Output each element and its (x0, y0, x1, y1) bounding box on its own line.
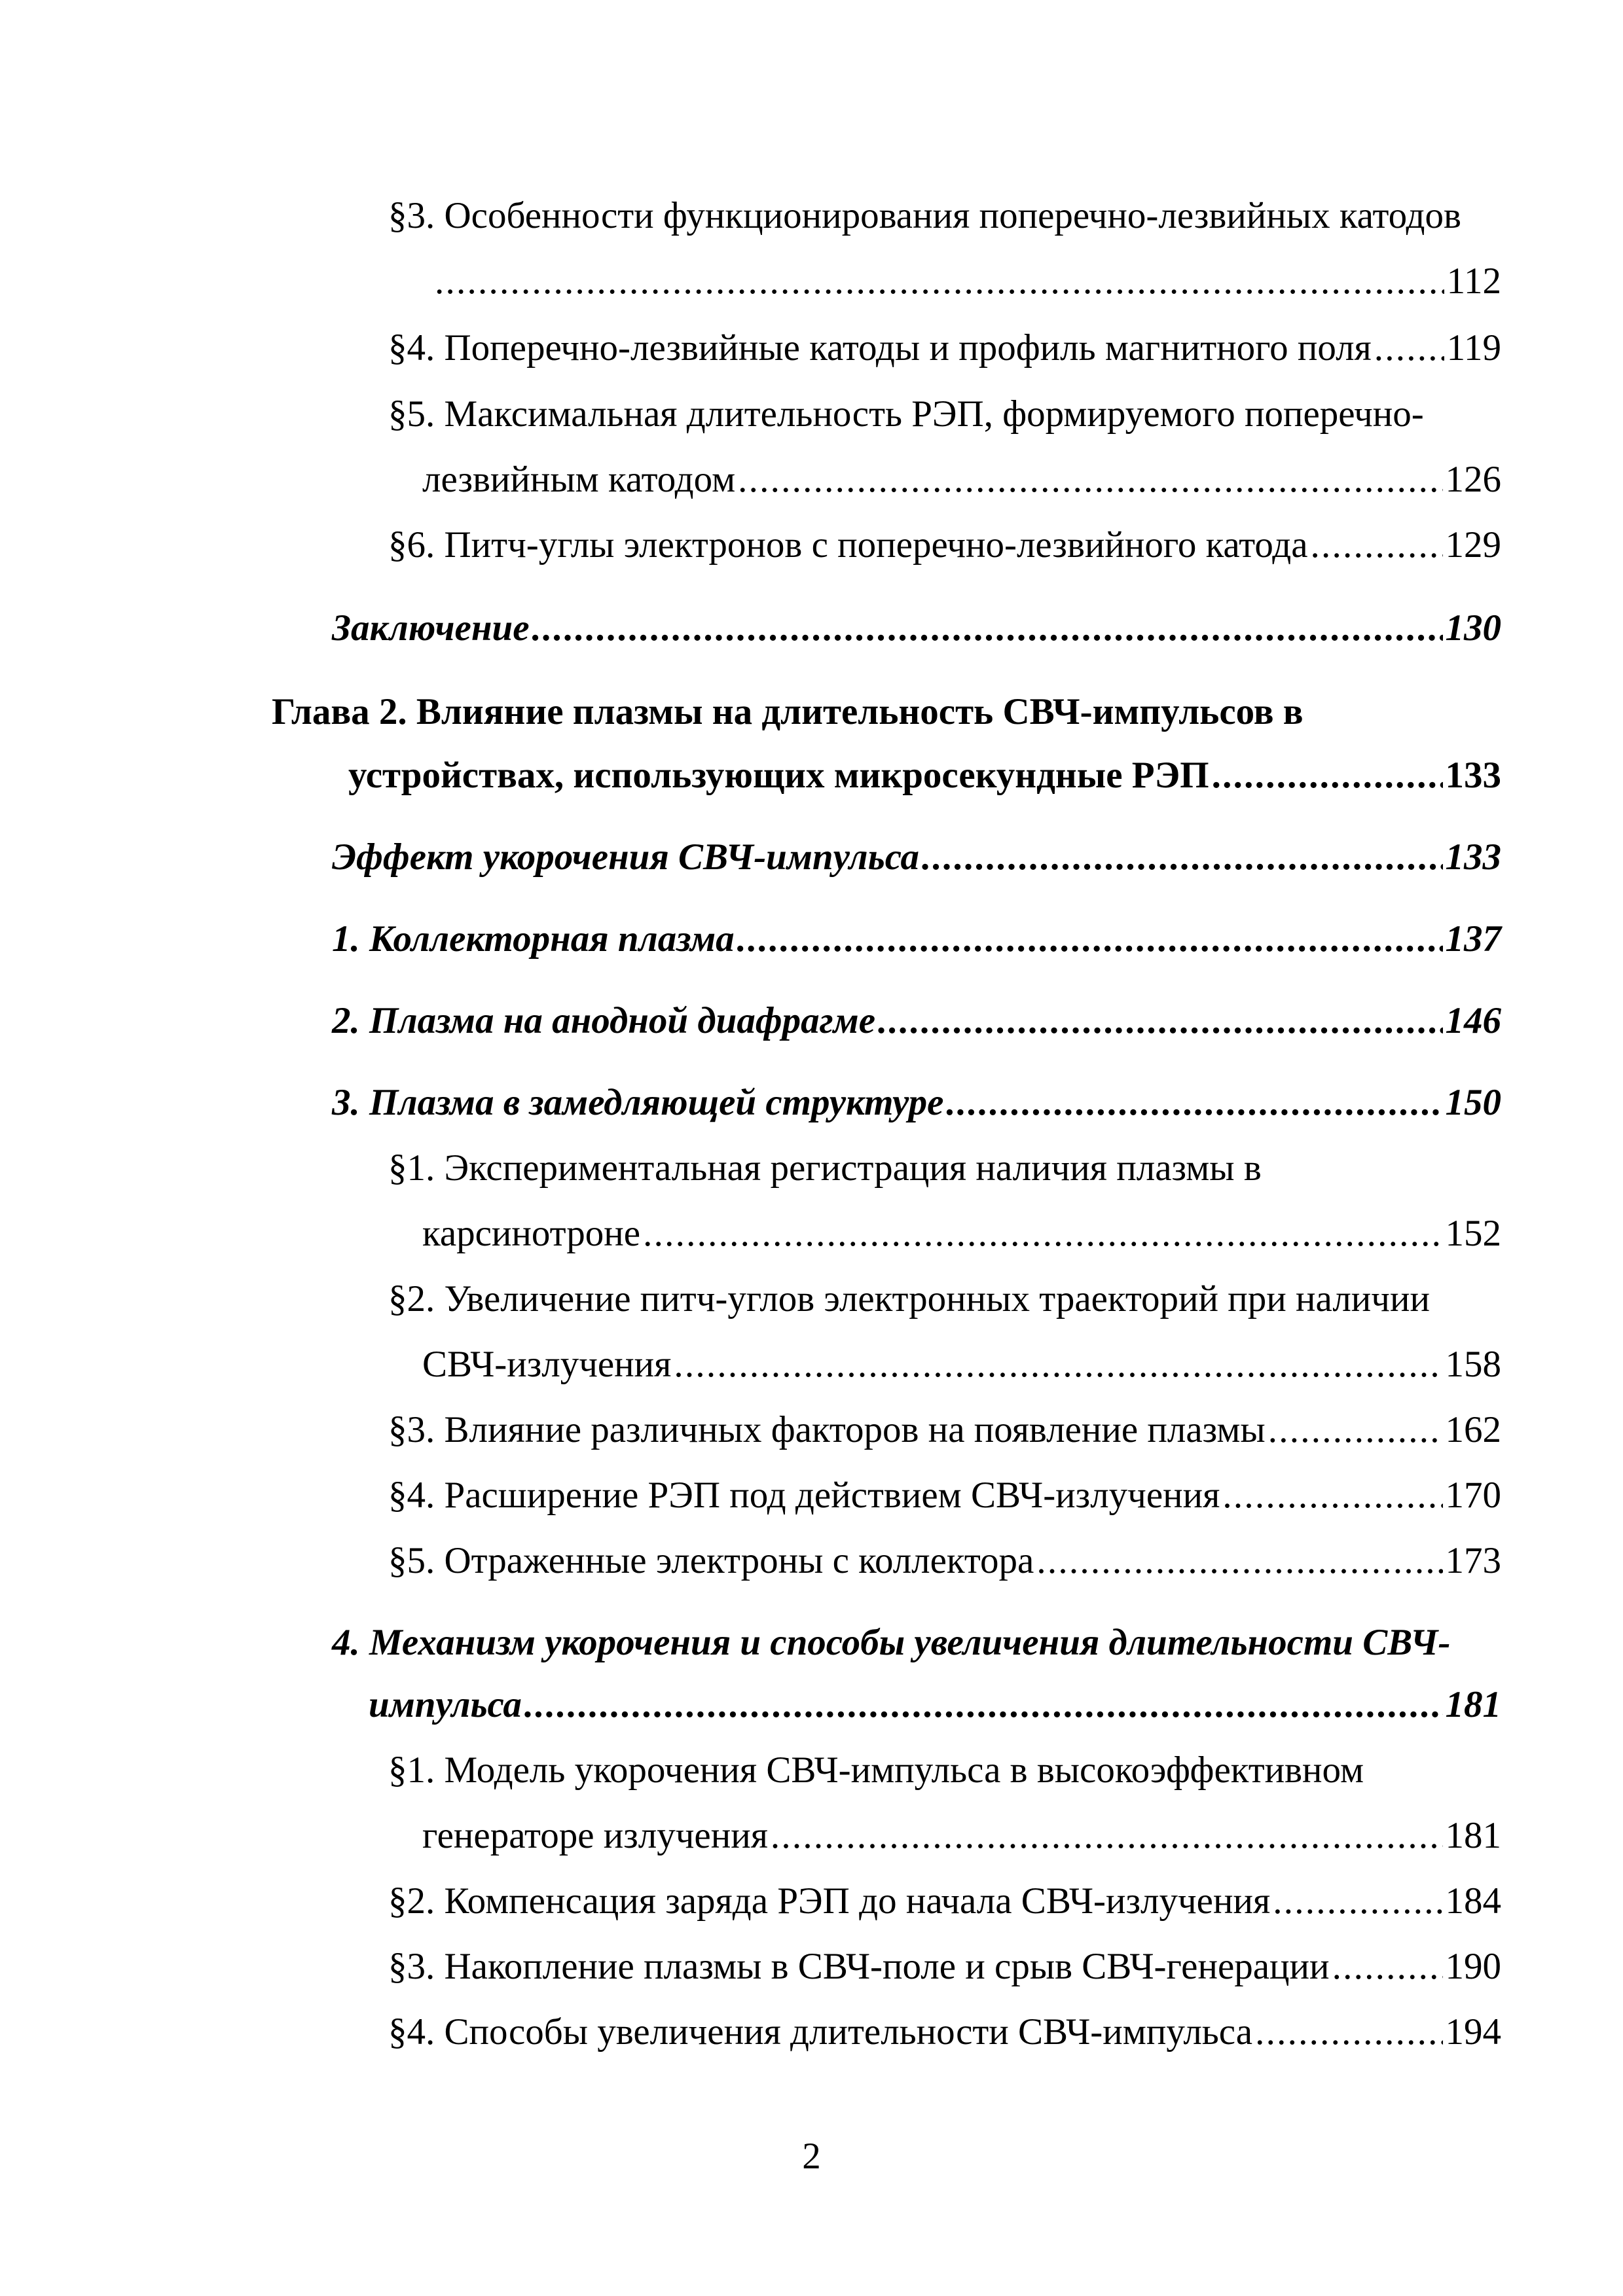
toc-entry-p3s2-line2 (422, 1342, 1501, 1388)
toc-entry-page: 133 (1445, 836, 1501, 878)
toc-entry-title: карсинотроне (422, 1213, 641, 1254)
toc-entry-title: §4. Расширение РЭП под действием СВЧ-излучения (388, 1475, 1220, 1516)
dot-leader (946, 1080, 1442, 1126)
toc-entry-page: 194 (1445, 2011, 1501, 2053)
toc-entry-title: генераторе излучения (422, 1815, 768, 1856)
toc-entry-title: Заключение (332, 607, 530, 649)
toc-entry-effect (332, 834, 1501, 880)
toc-entry-title: 1. Коллекторная плазма (332, 918, 735, 960)
page-number: 2 (802, 2136, 821, 2177)
dot-leader (1374, 325, 1444, 371)
toc-entry-title: Эффект укорочения СВЧ-импульса (332, 836, 920, 878)
toc-entry-title: §1. Экспериментальная регистрация наличия плазмы в (388, 1147, 1262, 1189)
toc-entry-part3 (332, 1080, 1501, 1126)
toc-entry-page: 137 (1445, 918, 1501, 960)
toc-entry-page: 119 (1446, 327, 1501, 368)
dot-leader (643, 1211, 1442, 1257)
toc-entry-title: §5. Максимальная длительность РЭП, формируемого поперечно- (388, 393, 1424, 435)
toc-entry-page: 181 (1445, 1684, 1501, 1725)
toc-entry-p4s4 (388, 2009, 1501, 2055)
toc-entry-page: 146 (1445, 1000, 1501, 1041)
toc-entry-p4s1-line1 (388, 1748, 1501, 1793)
toc-entry-page: 133 (1445, 755, 1501, 796)
toc-entry-page: 150 (1445, 1082, 1501, 1123)
toc-entry-title: лезвийным катодом (422, 459, 736, 500)
toc-entry-title: СВЧ-излучения (422, 1344, 672, 1385)
toc-entry-page: 162 (1445, 1409, 1501, 1450)
dot-leader (738, 457, 1442, 503)
toc-entry-page: 184 (1445, 1880, 1501, 1922)
toc-entry-chapter2-line1 (272, 689, 1501, 735)
toc-entry-title: §6. Питч-углы электронов с поперечно-лезвийного катода (388, 524, 1308, 565)
toc-entry-p4s1-line2 (422, 1813, 1501, 1859)
dot-leader (532, 605, 1443, 651)
toc-entry-page: 126 (1445, 459, 1501, 500)
toc-entry-title: §3. Влияние различных факторов на появление плазмы (388, 1409, 1266, 1450)
dot-leader (435, 259, 1444, 304)
toc-entry-part4-line2 (369, 1682, 1501, 1728)
toc-entry-s4 (388, 325, 1501, 371)
dot-leader (1332, 1944, 1443, 1990)
toc-entry-title: §4. Поперечно-лезвийные катоды и профиль магнитного поля (388, 327, 1372, 368)
toc-entry-page: 152 (1445, 1213, 1501, 1254)
dot-leader (524, 1682, 1443, 1728)
toc-entry-page: 129 (1445, 524, 1501, 565)
dot-leader (922, 834, 1442, 880)
toc-entry-title: §3. Особенности функционирования поперечно-лезвийных катодов (388, 195, 1461, 236)
dot-leader (1255, 2009, 1442, 2055)
toc-entry-page: 158 (1445, 1344, 1501, 1385)
toc-entry-p4s3 (388, 1944, 1501, 1990)
toc-entry-s5-line1 (388, 391, 1501, 437)
toc-entry-title: §2. Увеличение питч-углов электронных траекторий при наличии (388, 1278, 1430, 1319)
toc-entry-title: устройствах, использующих микросекундные РЭП (348, 755, 1209, 796)
toc-entry-s5-line2 (422, 457, 1501, 503)
dot-leader (771, 1813, 1443, 1859)
toc-entry-title: §4. Способы увеличения длительности СВЧ-импульса (388, 2011, 1253, 2053)
toc-entry-page: 112 (1446, 260, 1501, 302)
toc-entry-page: 190 (1445, 1946, 1501, 1987)
toc-entry-p3s2-line1 (388, 1276, 1501, 1322)
toc-entry-chapter2-line2 (348, 753, 1501, 798)
dot-leader (737, 916, 1443, 962)
toc-entry-title: 2. Плазма на анодной диафрагме (332, 1000, 876, 1041)
toc-entry-title: 4. Механизм укорочения и способы увеличения длительности СВЧ- (332, 1622, 1451, 1663)
toc-entry-p3s3 (388, 1407, 1501, 1453)
toc-entry-part4-line1 (332, 1620, 1501, 1666)
toc-entry-p3s5 (388, 1538, 1501, 1584)
toc-entry-title: §5. Отраженные электроны с коллектора (388, 1540, 1034, 1581)
toc-entry-s6 (388, 522, 1501, 568)
toc-entry-page: 130 (1445, 607, 1501, 649)
dot-leader (1222, 1473, 1442, 1518)
toc-entry-title: §1. Модель укорочения СВЧ-импульса в высокоэффективном (388, 1749, 1364, 1791)
dot-leader (1311, 522, 1443, 568)
toc-entry-title: Глава 2. Влияние плазмы на длительность СВЧ-импульсов в (272, 691, 1304, 732)
toc-entry-part2 (332, 998, 1501, 1044)
toc-entry-page: 181 (1445, 1815, 1501, 1856)
toc-entry-s3-line2 (432, 259, 1501, 304)
toc-entry-part1 (332, 916, 1501, 962)
toc-entry-page: 170 (1445, 1475, 1501, 1516)
toc-entry-p3s1-line2 (422, 1211, 1501, 1257)
toc-entry-p4s2 (388, 1878, 1501, 1924)
dot-leader (1036, 1538, 1442, 1584)
toc-entry-title: импульса (369, 1684, 522, 1725)
toc-entry-s3-line1 (388, 193, 1501, 239)
dot-leader (1268, 1407, 1443, 1453)
toc-entry-conclusion (332, 605, 1501, 651)
toc-entry-title: 3. Плазма в замедляющей структуре (332, 1082, 944, 1123)
toc-entry-title: §2. Компенсация заряда РЭП до начала СВЧ-излучения (388, 1880, 1271, 1922)
toc-entry-page: 173 (1445, 1540, 1501, 1581)
toc-entry-p3s4 (388, 1473, 1501, 1518)
toc-entry-p3s1-line1 (388, 1145, 1501, 1191)
toc-entry-title: §3. Накопление плазмы в СВЧ-поле и срыв СВЧ-генерации (388, 1946, 1330, 1987)
dot-leader (674, 1342, 1442, 1388)
dot-leader (1273, 1878, 1442, 1924)
dot-leader (1212, 753, 1443, 798)
dot-leader (878, 998, 1442, 1044)
